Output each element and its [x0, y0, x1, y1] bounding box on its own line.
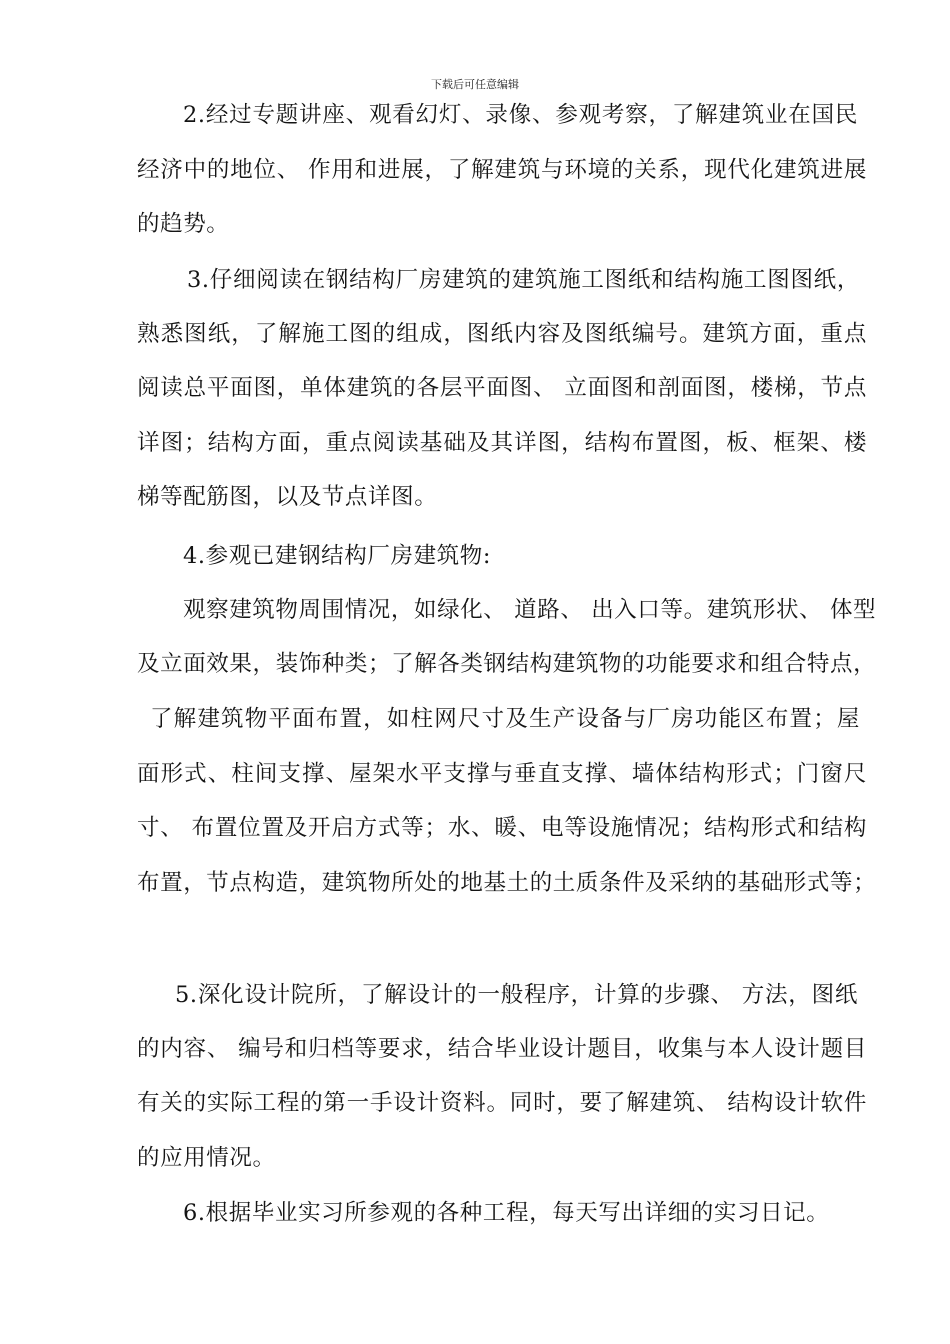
- paragraph-5-line-3: 有关的实际工程的第一手设计资料。同时，要了解建筑、 结构设计软件: [137, 1090, 867, 1116]
- paragraph-2-line-3: 的趋势。: [137, 211, 230, 237]
- paragraph-3-line-4: 详图；结构方面，重点阅读基础及其详图，结构布置图，板、框架、楼: [137, 430, 867, 456]
- paragraph-2-line-2: 经济中的地位、 作用和进展，了解建筑与环境的关系，现代化建筑进展: [137, 157, 867, 183]
- paragraph-3-line-1: 3.仔细阅读在钢结构厂房建筑的建筑施工图纸和结构施工图图纸，: [187, 267, 860, 293]
- paragraph-5-line-2: 的内容、 编号和归档等要求，结合毕业设计题目，收集与本人设计题目: [137, 1036, 867, 1062]
- paragraph-4-line-1: 观察建筑物周围情况，如绿化、 道路、 出入口等。建筑形状、 体型: [183, 597, 877, 623]
- paragraph-4-heading: 4.参观已建钢结构厂房建筑物:: [183, 543, 492, 569]
- paragraph-3-line-2: 熟悉图纸，了解施工图的组成，图纸内容及图纸编号。建筑方面，重点: [137, 321, 867, 347]
- paragraph-4-line-5: 寸、 布置位置及开启方式等；水、暖、电等设施情况；结构形式和结构: [137, 815, 867, 841]
- header-note: 下载后可任意编辑: [431, 78, 519, 91]
- paragraph-4-line-3: 了解建筑物平面布置，如柱网尺寸及生产设备与厂房功能区布置；屋: [150, 706, 860, 732]
- paragraph-3-line-3: 阅读总平面图，单体建筑的各层平面图、 立面图和剖面图，楼梯，节点: [137, 375, 867, 401]
- paragraph-4-line-4: 面形式、柱间支撑、屋架水平支撑与垂直支撑、墙体结构形式；门窗尺: [137, 761, 867, 787]
- paragraph-4-line-6: 布置，节点构造，建筑物所处的地基土的土质条件及采纳的基础形式等；: [137, 870, 877, 896]
- paragraph-4-line-2: 及立面效果，装饰种类；了解各类钢结构建筑物的功能要求和组合特点，: [137, 651, 877, 677]
- paragraph-5-line-4: 的应用情况。: [137, 1145, 276, 1171]
- paragraph-5-line-1: 5.深化设计院所，了解设计的一般程序，计算的步骤、 方法，图纸: [175, 982, 858, 1008]
- paragraph-2-line-1: 2.经过专题讲座、观看幻灯、录像、参观考察，了解建筑业在国民: [183, 102, 858, 128]
- paragraph-3-line-5: 梯等配筋图，以及节点详图。: [137, 484, 438, 510]
- paragraph-6-line-1: 6.根据毕业实习所参观的各种工程，每天写出详细的实习日记。: [183, 1200, 830, 1226]
